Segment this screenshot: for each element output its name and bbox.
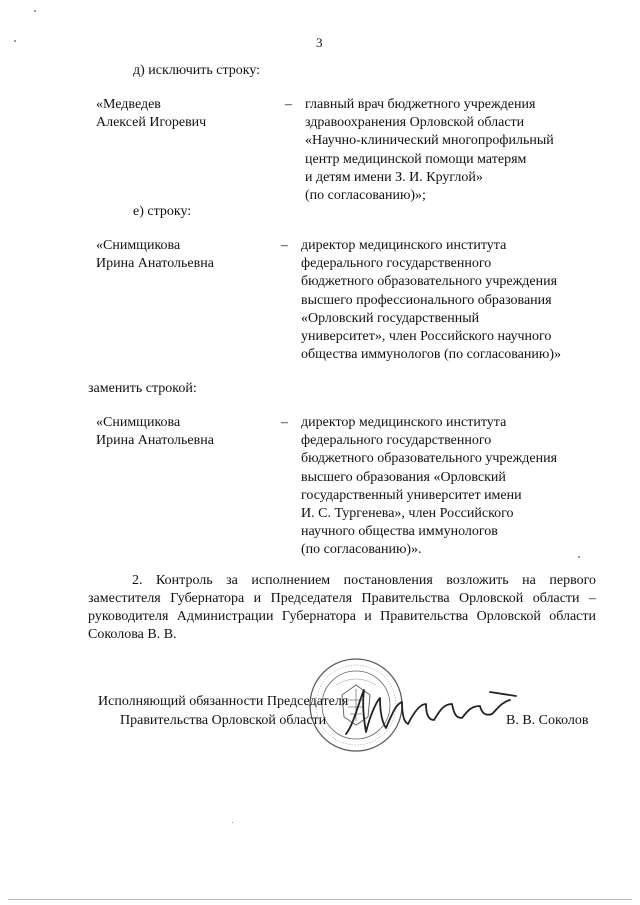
bottom-scan-edge [8,899,632,900]
scan-speck [232,822,233,823]
entry-1-description: главный врач бюджетного учреждения здравоохранения Орловской области «Научно-клинический многопрофильный центр медицинской помощи матерям и детям имени З. И. Круглой» (по согласованию)»; [305,97,554,204]
entry-1-name: «Медведев Алексей Игоревич [96,97,207,130]
replace-label: заменить строкой: [88,381,197,396]
signer-name: В. В. Соколов [506,713,589,728]
signature-role-line-2: Правительства Орловской области [120,713,327,728]
signature-role-line-1: Исполняющий обязанности Председателя [98,694,349,709]
entry-2-dash: – [281,238,288,253]
paragraph-2 [88,572,596,644]
scan-speck [578,556,580,558]
scan-speck [14,40,16,42]
page-number: 3 [316,35,323,50]
entry-3-name: «Снимщикова Ирина Анатольевна [96,415,214,448]
item-e-label: е) строку: [133,204,192,219]
handwritten-signature [340,680,530,744]
paragraph-2-text: 2. Контроль за исполнением постановления возложить на первого заместителя Губернатора и Председателя Правительства Орловской области – руководителя Администрации Губернатора и Правительства Орловской области Соколова В. В. [88,573,596,642]
item-d-label: д) исключить строку: [133,63,261,78]
entry-2-description: директор медицинского института федерального государственного бюджетного образовательного учреждения высшего профессионального образования «Орловский государственный университет», член Российского научного общества иммунологов (по согласованию)» [301,238,562,363]
entry-2-name: «Снимщикова Ирина Анатольевна [96,238,214,271]
entry-3-description: директор медицинского института федерального государственного бюджетного образовательного учреждения высшего образования «Орловский государственный университет имени И. С. Тургенева», член Российского научного общества иммунологов (по согласованию)». [301,415,558,558]
entry-3-dash: – [281,415,288,430]
scan-speck [34,10,36,12]
entry-1-dash: – [285,97,292,112]
